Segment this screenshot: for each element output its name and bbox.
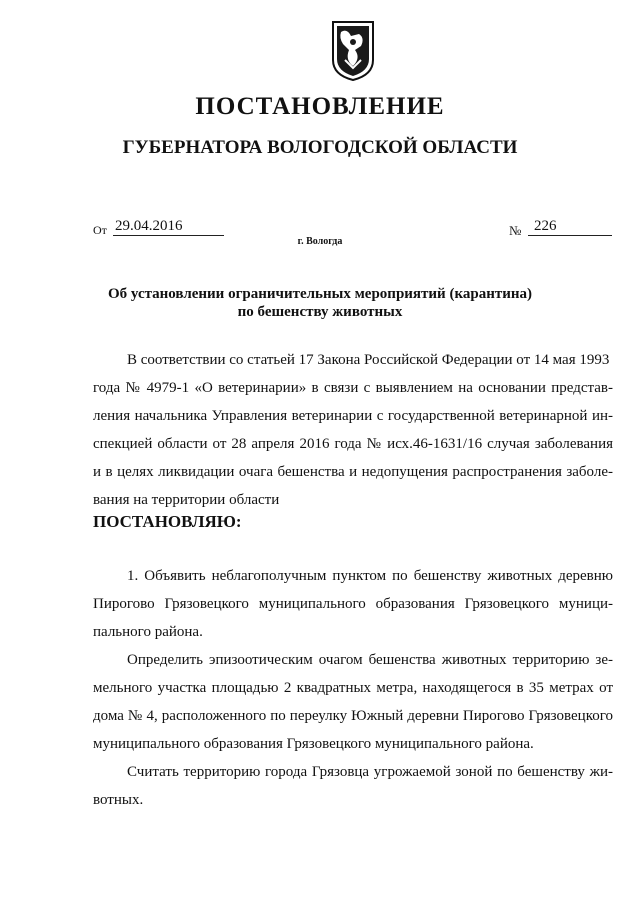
number-value: 226 xyxy=(528,218,612,236)
vologda-coat-of-arms-icon xyxy=(331,20,375,82)
preamble-line-6: вания на территории области xyxy=(93,492,280,508)
item1-p1-line-3: пального района. xyxy=(93,624,203,640)
item1-p1-line-1: 1. Объявить неблагополучным пунктом по бешенству животных деревню xyxy=(127,568,613,584)
date-value: 29.04.2016 xyxy=(113,218,224,236)
preamble-line-2: года № 4979-1 «О ветеринарии» в связи с выявлением на основании представ- xyxy=(93,380,613,396)
item1-p2-line-4: муниципального образования Грязовецкого муниципального района. xyxy=(93,736,534,752)
item1-p2-line-1: Определить эпизоотическим очагом бешенства животных территорию зе- xyxy=(127,652,613,668)
subject-line-1: Об установлении ограничительных мероприятий (карантина) xyxy=(107,286,532,302)
item1-p3-line-2: вотных. xyxy=(93,792,144,808)
document-subject xyxy=(0,285,640,321)
preamble-line-5: и в целях ликвидации очага бешенства и недопущения распространения заболе- xyxy=(93,464,613,480)
subject-line-2: по бешенству животных xyxy=(237,304,403,320)
city-label: г. Вологда xyxy=(297,236,343,247)
item1-p2-line-2: мельного участка площадью 2 квадратных метра, находящегося в 35 метрах от xyxy=(93,680,613,696)
preamble-line-3: ления начальника Управления ветеринарии с государственной ветеринарной ин- xyxy=(93,408,613,424)
preamble-line-4: спекцией области от 28 апреля 2016 года № исх.46-1631/16 случая заболевания xyxy=(93,436,613,452)
document-subtitle: ГУБЕРНАТОРА ВОЛОГОДСКОЙ ОБЛАСТИ xyxy=(122,137,518,158)
decree-heading: ПОСТАНОВЛЯЮ: xyxy=(93,512,242,531)
number-label: № xyxy=(509,223,522,238)
preamble-line-1: В соответствии со статьей 17 Закона Российской Федерации от 14 мая 1993 xyxy=(127,352,610,368)
item1-p3-line-1: Считать территорию города Грязовца угрожаемой зоной по бешенству жи- xyxy=(127,764,613,780)
item1-p1-line-2: Пирогово Грязовецкого муниципального образования Грязовецкого муници- xyxy=(93,596,613,612)
item1-p2-line-3: дома № 4, расположенного по переулку Южный деревни Пирогово Грязовецкого xyxy=(93,708,613,724)
date-label: От xyxy=(93,223,107,237)
document-title: ПОСТАНОВЛЕНИЕ xyxy=(195,93,445,120)
